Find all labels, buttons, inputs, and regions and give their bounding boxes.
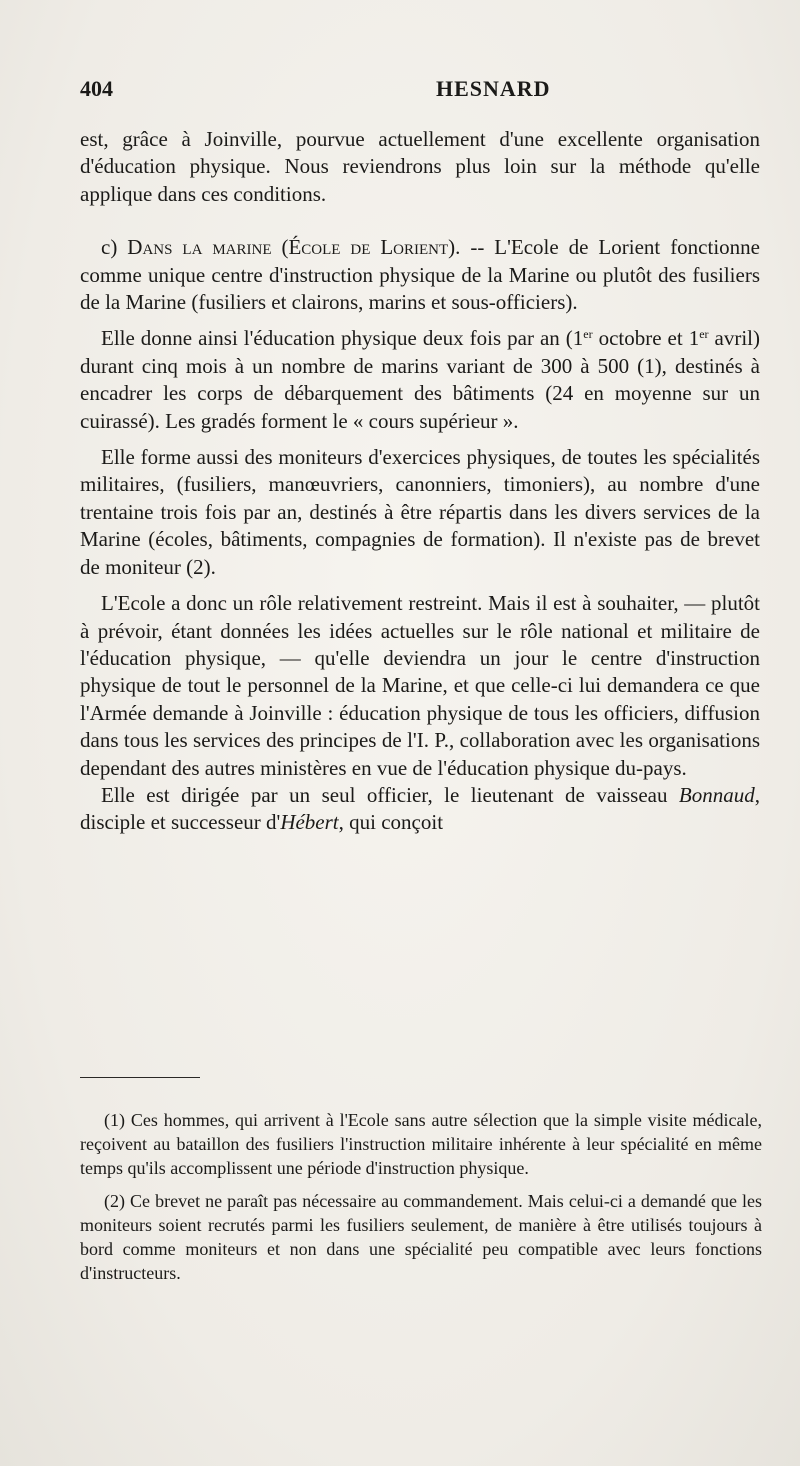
footnote-2: (2) Ce brevet ne paraît pas nécessaire au commandement. Mais celui-ci a demandé que les moniteurs soient recrutés parmi les fusiliers seulement, de manière à être utilisés toujours à bord comme moniteurs et non dans une spécialité peu compatible avec leurs fonctions d'instructeurs. [80, 1190, 762, 1284]
paragraph-6-part-c: , qui conçoit [338, 810, 444, 835]
paragraph-2 [80, 234, 760, 316]
paragraph-2-text: -- L'Ecole de Lorient fonctionne comme unique centre d'instruction physique de la Marine ou plutôt des fusiliers de la Marine (fusiliers et clairons, marins et sous-officiers). [80, 235, 760, 315]
footnote-divider [80, 1077, 200, 1078]
footnote-1: (1) Ces hommes, qui arrivent à l'Ecole sans autre sélection que la simple visite médicale, reçoivent au bataillon des fusiliers l'instruction militaire inhérente à leur spécialité en même temps qu'ils accomplissent une période d'instruction physique. [80, 1110, 762, 1179]
paragraph-6 [80, 782, 760, 837]
footnotes [80, 1108, 762, 1285]
paragraph-4: Elle forme aussi des moniteurs d'exercices physiques, de toutes les spécialités militaires, (fusiliers, manœuvriers, canonniers, timoniers), au nombre d'une trentaine trois fois par an, destinés à être répartis dans les divers services de la Marine (écoles, bâtiments, compagnies de formation). Il n'existe pas de brevet de moniteur (2). [80, 445, 760, 579]
paragraph-6-part-b: , disciple et successeur d' [80, 782, 760, 835]
page-number: 404 [80, 76, 113, 101]
name-bonnaud: Bonnaud [678, 782, 755, 807]
paragraph-3-part-c: avril) durant cinq mois à un nombre de marins variant de 300 à 500 (1), destinés à encadrer les corps de débarquement des bâtiments (24 en moyenne sur un cuirassé). Les gradés forment le « cours supérieur ». [80, 326, 761, 433]
paragraph-1: est, grâce à Joinville, pourvue actuellement d'une excellente organisation d'éducation physique. Nous reviendrons plus loin sur la méthode qu'elle applique dans ces conditions. [80, 127, 760, 206]
page-header [80, 76, 760, 106]
superscript-er-1: er [583, 327, 593, 342]
body-text [80, 126, 760, 837]
paragraph-3-part-b: octobre et 1 [592, 326, 700, 351]
section-label: c) [101, 235, 118, 260]
paragraph-6-part-a: Elle est dirigée par un seul officier, le lieutenant de vaisseau [101, 782, 679, 807]
superscript-er-2: er [699, 327, 709, 342]
name-hebert: Hébert [280, 810, 339, 835]
paragraph-5: L'Ecole a donc un rôle relativement restreint. Mais il est à souhaiter, — plutôt à prévoir, étant données les idées actuelles sur le rôle national et militaire de l'éducation physique, — qu'elle deviendra un jour le centre d'instruction physique de tout le personnel de la Marine, et que celle-ci lui demandera ce que l'Armée demande à Joinville : éducation physique de tous les officiers, diffusion dans tous les services des principes de l'I. P., collaboration avec les organisations dependant des autres ministères en vue de l'éducation physique du-pays. [80, 591, 760, 780]
paragraph-3 [80, 325, 760, 435]
section-heading: Dans la marine (École de Lorient). [127, 235, 461, 260]
running-head: HESNARD [436, 76, 551, 101]
paragraph-3-part-a: Elle donne ainsi l'éducation physique deux fois par an (1 [101, 326, 584, 351]
